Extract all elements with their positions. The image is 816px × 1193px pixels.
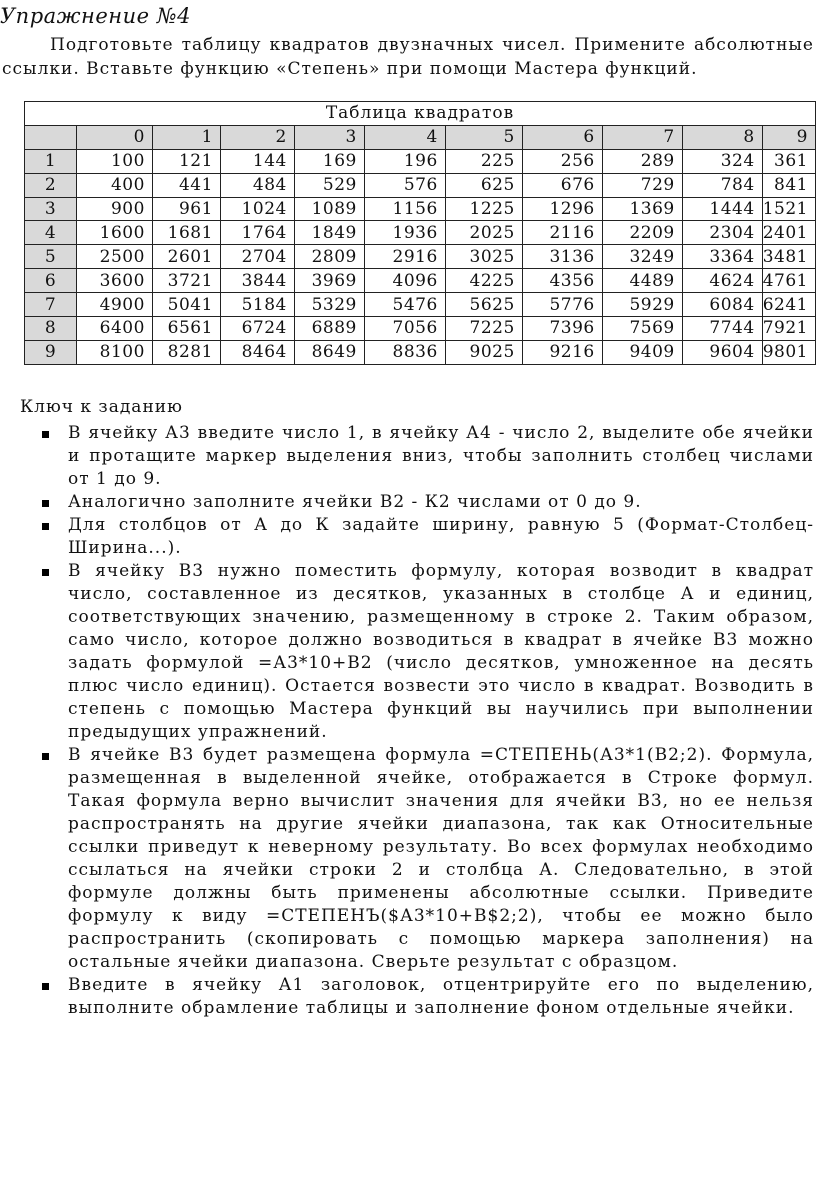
key-item bbox=[42, 422, 814, 491]
table-cell: 289 bbox=[602, 149, 682, 173]
table-cell: 2025 bbox=[445, 221, 522, 245]
table-cell: 3249 bbox=[602, 245, 682, 269]
table-cell: 4761 bbox=[762, 269, 815, 293]
table-cell: 7396 bbox=[522, 317, 602, 341]
table-cell: 225 bbox=[445, 149, 522, 173]
table-cell: 1089 bbox=[294, 197, 364, 221]
table-cell: 324 bbox=[682, 149, 762, 173]
table-cell: 3481 bbox=[762, 245, 815, 269]
table-cell: 7744 bbox=[682, 317, 762, 341]
table-cell: 6084 bbox=[682, 293, 762, 317]
table-cell: 8464 bbox=[220, 340, 294, 364]
key-item-text: Для столбцов от А до К задайте ширину, равную 5 (Формат-Столбец-Ширина...). bbox=[68, 515, 814, 558]
column-header-row bbox=[25, 125, 816, 149]
table-row bbox=[25, 317, 816, 341]
table-cell: 8281 bbox=[152, 340, 220, 364]
table-cell: 5476 bbox=[364, 293, 445, 317]
table-cell: 4489 bbox=[602, 269, 682, 293]
table-cell: 5041 bbox=[152, 293, 220, 317]
table-cell: 8100 bbox=[76, 340, 152, 364]
table-cell: 4900 bbox=[76, 293, 152, 317]
column-header-cell: 5 bbox=[445, 125, 522, 149]
table-cell: 6241 bbox=[762, 293, 815, 317]
row-header-cell: 3 bbox=[25, 197, 77, 221]
table-cell: 2809 bbox=[294, 245, 364, 269]
table-cell: 4356 bbox=[522, 269, 602, 293]
square-bullet-icon bbox=[42, 983, 49, 990]
table-cell: 3025 bbox=[445, 245, 522, 269]
square-bullet-icon bbox=[42, 523, 49, 530]
square-bullet-icon bbox=[42, 500, 49, 507]
table-cell: 784 bbox=[682, 173, 762, 197]
table-cell: 841 bbox=[762, 173, 815, 197]
table-cell: 7569 bbox=[602, 317, 682, 341]
key-item-text: Аналогично заполните ячейки В2 - К2 числами от 0 до 9. bbox=[68, 492, 642, 512]
key-item bbox=[42, 744, 814, 974]
table-cell: 7056 bbox=[364, 317, 445, 341]
column-header-cell: 8 bbox=[682, 125, 762, 149]
table-cell: 1296 bbox=[522, 197, 602, 221]
table-cell: 2401 bbox=[762, 221, 815, 245]
row-header-cell: 7 bbox=[25, 293, 77, 317]
row-header-cell: 1 bbox=[25, 149, 77, 173]
table-cell: 8649 bbox=[294, 340, 364, 364]
table-cell: 3721 bbox=[152, 269, 220, 293]
table-cell: 5625 bbox=[445, 293, 522, 317]
table-cell: 1936 bbox=[364, 221, 445, 245]
intro-text bbox=[2, 33, 814, 81]
table-cell: 121 bbox=[152, 149, 220, 173]
table-cell: 4225 bbox=[445, 269, 522, 293]
table-row bbox=[25, 149, 816, 173]
key-item bbox=[42, 514, 814, 560]
table-row bbox=[25, 245, 816, 269]
table-row bbox=[25, 269, 816, 293]
table-cell: 5329 bbox=[294, 293, 364, 317]
table-cell: 400 bbox=[76, 173, 152, 197]
square-bullet-icon bbox=[42, 569, 49, 576]
row-header-cell: 4 bbox=[25, 221, 77, 245]
table-cell: 676 bbox=[522, 173, 602, 197]
table-cell: 441 bbox=[152, 173, 220, 197]
table-cell: 2916 bbox=[364, 245, 445, 269]
squares-table bbox=[24, 101, 816, 365]
table-cell: 529 bbox=[294, 173, 364, 197]
table-cell: 6889 bbox=[294, 317, 364, 341]
key-item-text: В ячейку В3 нужно поместить формулу, которая возводит в квадрат число, составленное из десятков, указанных в столбце А и единиц, соответствующих значению, размещенному в строке 2. Таким образом, само число, которое должно возводиться в квадрат в ячейке В3 можно задать формулой =А3*10+В2 (число десятков, умноженное на десять плюс число единиц). Остается возвести это число в квадрат. Возводить в степень с помощью Мастера функций вы научились при выполнении предыдущих упражнений. bbox=[68, 561, 814, 742]
table-row bbox=[25, 221, 816, 245]
table-cell: 1024 bbox=[220, 197, 294, 221]
row-header-cell: 2 bbox=[25, 173, 77, 197]
table-cell: 9025 bbox=[445, 340, 522, 364]
table-cell: 3969 bbox=[294, 269, 364, 293]
column-header-cell: 6 bbox=[522, 125, 602, 149]
table-cell: 5184 bbox=[220, 293, 294, 317]
table-cell: 4624 bbox=[682, 269, 762, 293]
table-cell: 169 bbox=[294, 149, 364, 173]
table-cell: 5929 bbox=[602, 293, 682, 317]
table-cell: 6400 bbox=[76, 317, 152, 341]
key-title: Ключ к заданию bbox=[20, 397, 183, 417]
table-cell: 3844 bbox=[220, 269, 294, 293]
table-cell: 256 bbox=[522, 149, 602, 173]
table-cell: 1681 bbox=[152, 221, 220, 245]
table-cell: 3364 bbox=[682, 245, 762, 269]
table-cell: 9801 bbox=[762, 340, 815, 364]
table-cell: 7225 bbox=[445, 317, 522, 341]
table-cell: 1156 bbox=[364, 197, 445, 221]
intro-paragraph: Подготовьте таблицу квадратов двузначных чисел. Примените абсолютные ссылки. Вставьте функцию «Степень» при помощи Мастера функций. bbox=[2, 35, 814, 79]
column-header-cell: 7 bbox=[602, 125, 682, 149]
table-cell: 961 bbox=[152, 197, 220, 221]
table-row bbox=[25, 173, 816, 197]
table-cell: 2704 bbox=[220, 245, 294, 269]
table-cell: 4096 bbox=[364, 269, 445, 293]
table-cell: 729 bbox=[602, 173, 682, 197]
key-list bbox=[42, 422, 814, 1020]
row-header-cell: 6 bbox=[25, 269, 77, 293]
key-item-text: В ячейке В3 будет размещена формула =СТЕПЕНЬ(А3*1(В2;2). Формула, размещенная в выделенной ячейке, отображается в Строке формул. Такая формула верно вычислит значения для ячейки В3, но ее нельзя распространять на другие ячейки диапазона, так как Относительные ссылки приведут к неверному результату. Во всех формулах необходимо ссылаться на ячейки строки 2 и столбца А. Следовательно, в этой формуле должны быть применены абсолютные ссылки. Приведите формулу к виду =СТЕПЕНЪ($А3*10+В$2;2), чтобы ее можно было распространить (скопировать с помощью маркера заполнения) на остальные ячейки диапазона. Сверьте результат с образцом. bbox=[68, 745, 814, 972]
table-cell: 1444 bbox=[682, 197, 762, 221]
table-cell: 5776 bbox=[522, 293, 602, 317]
square-bullet-icon bbox=[42, 753, 49, 760]
table-cell: 1600 bbox=[76, 221, 152, 245]
row-header-cell: 5 bbox=[25, 245, 77, 269]
table-cell: 2304 bbox=[682, 221, 762, 245]
table-row bbox=[25, 340, 816, 364]
table-cell: 6561 bbox=[152, 317, 220, 341]
column-header-cell: 3 bbox=[294, 125, 364, 149]
table-cell: 8836 bbox=[364, 340, 445, 364]
table-cell: 361 bbox=[762, 149, 815, 173]
key-item bbox=[42, 974, 814, 1020]
column-header-cell: 0 bbox=[76, 125, 152, 149]
key-item-text: Введите в ячейку А1 заголовок, отцентрируйте его по выделению, выполните обрамление таблицы и заполнение фоном отдельные ячейки. bbox=[68, 975, 814, 1018]
table-cell: 576 bbox=[364, 173, 445, 197]
row-header-cell: 8 bbox=[25, 317, 77, 341]
column-header-cell: 1 bbox=[152, 125, 220, 149]
key-item bbox=[42, 560, 814, 744]
table-cell: 900 bbox=[76, 197, 152, 221]
key-item-text: В ячейку А3 введите число 1, в ячейку А4 - число 2, выделите обе ячейки и протащите маркер выделения вниз, чтобы заполнить столбец числами от 1 до 9. bbox=[68, 423, 814, 489]
table-cell: 2116 bbox=[522, 221, 602, 245]
table-cell: 9604 bbox=[682, 340, 762, 364]
table-cell: 2500 bbox=[76, 245, 152, 269]
table-cell: 1849 bbox=[294, 221, 364, 245]
corner-cell bbox=[25, 125, 77, 149]
table-cell: 7921 bbox=[762, 317, 815, 341]
table-cell: 3136 bbox=[522, 245, 602, 269]
exercise-title: Упражнение №4 bbox=[0, 4, 191, 28]
table-cell: 625 bbox=[445, 173, 522, 197]
row-header-cell: 9 bbox=[25, 340, 77, 364]
column-header-cell: 9 bbox=[762, 125, 815, 149]
table-cell: 2209 bbox=[602, 221, 682, 245]
key-item bbox=[42, 491, 814, 514]
table-cell: 196 bbox=[364, 149, 445, 173]
table-row bbox=[25, 197, 816, 221]
table-cell: 1521 bbox=[762, 197, 815, 221]
table-cell: 6724 bbox=[220, 317, 294, 341]
table-cell: 1369 bbox=[602, 197, 682, 221]
table-cell: 3600 bbox=[76, 269, 152, 293]
table-caption: Таблица квадратов bbox=[25, 102, 816, 126]
table-cell: 9409 bbox=[602, 340, 682, 364]
table-cell: 100 bbox=[76, 149, 152, 173]
table-cell: 1225 bbox=[445, 197, 522, 221]
caption-row bbox=[25, 102, 816, 126]
table-cell: 9216 bbox=[522, 340, 602, 364]
table-row bbox=[25, 293, 816, 317]
table-cell: 1764 bbox=[220, 221, 294, 245]
table-cell: 484 bbox=[220, 173, 294, 197]
column-header-cell: 4 bbox=[364, 125, 445, 149]
table-cell: 2601 bbox=[152, 245, 220, 269]
column-header-cell: 2 bbox=[220, 125, 294, 149]
square-bullet-icon bbox=[42, 431, 49, 438]
table-cell: 144 bbox=[220, 149, 294, 173]
